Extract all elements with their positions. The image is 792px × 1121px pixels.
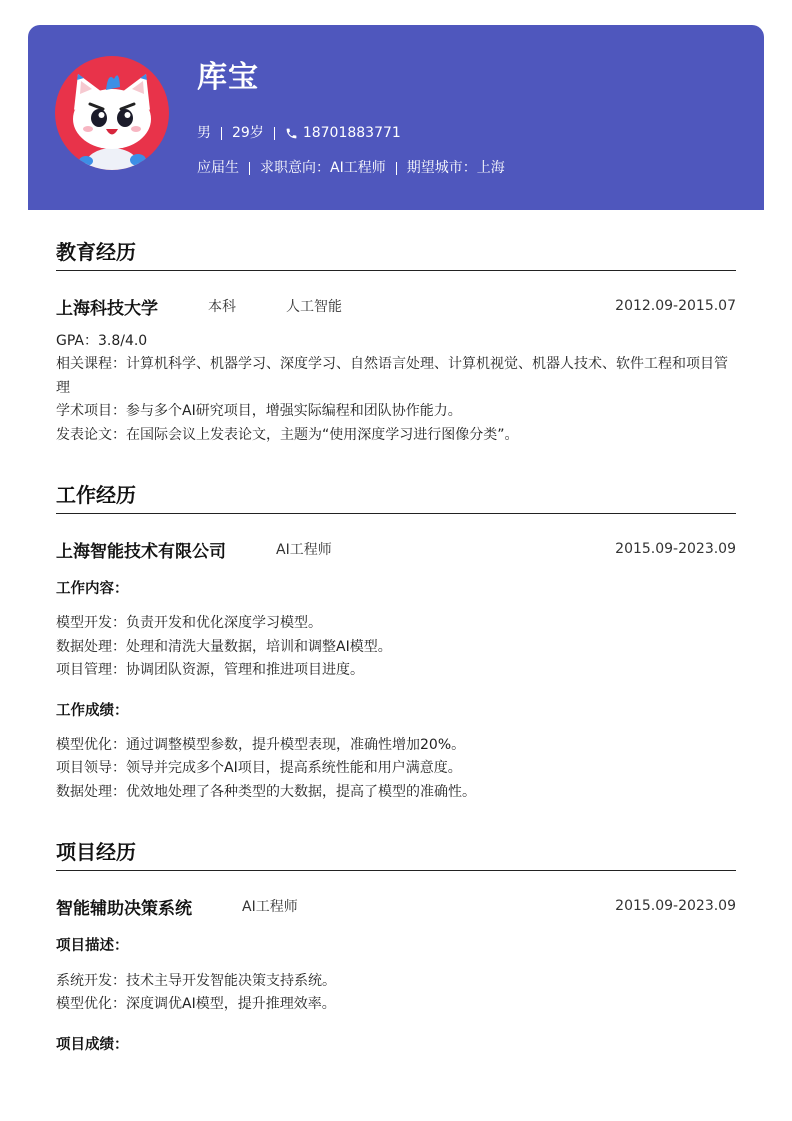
- age: 29岁: [232, 125, 264, 141]
- resume-body: [56, 236, 736, 1057]
- basic-info-row: [197, 123, 401, 143]
- list-item: 项目管理：协调团队资源，管理和推进项目进度。: [56, 662, 364, 679]
- work-duties-title: 工作内容：: [56, 581, 129, 598]
- list-item: 模型优化：通过调整模型参数，提升模型表现，准确性增加20%。: [56, 737, 466, 754]
- separator: [249, 162, 250, 175]
- project-period: 2015.09-2023.09: [615, 898, 736, 915]
- section-title: 教育经历: [56, 236, 736, 271]
- header-banner: [28, 25, 764, 210]
- job-info-row: [197, 158, 505, 178]
- project-role: AI工程师: [242, 899, 298, 916]
- list-item: 学术项目：参与多个AI研究项目，增强实际编程和团队协作能力。: [56, 403, 462, 420]
- section-title: 工作经历: [56, 479, 736, 514]
- separator: [274, 127, 275, 140]
- project-description-title: 项目描述：: [56, 938, 129, 955]
- project-name: 智能辅助决策系统: [56, 898, 192, 919]
- section-title: 项目经历: [56, 836, 736, 871]
- company-name: 上海智能技术有限公司: [56, 541, 226, 562]
- work-achievements-title: 工作成绩：: [56, 702, 129, 719]
- job-intent: 求职意向：AI工程师: [260, 160, 386, 176]
- candidate-name: 库宝: [197, 60, 259, 95]
- work-section: [56, 479, 736, 804]
- job-role: AI工程师: [276, 542, 332, 559]
- avatar: [55, 56, 169, 170]
- list-item: 项目领导：领导并完成多个AI项目，提高系统性能和用户满意度。: [56, 760, 462, 777]
- education-entry-header: [56, 294, 736, 318]
- project-section: [56, 836, 736, 1057]
- list-item: GPA：3.8/4.0: [56, 333, 148, 349]
- project-achievements-title: 项目成绩：: [56, 1036, 129, 1053]
- separator: [396, 162, 397, 175]
- project-entry-header: [56, 894, 736, 918]
- phone-number: 18701883771: [302, 125, 401, 141]
- expected-city: 期望城市：上海: [406, 160, 505, 176]
- gender: 男: [197, 125, 211, 141]
- work-achievements: [56, 734, 736, 804]
- education-details: [56, 330, 736, 447]
- list-item: 系统开发：技术主导开发智能决策支持系统。: [56, 972, 336, 989]
- list-item: 模型开发：负责开发和优化深度学习模型。: [56, 615, 322, 632]
- mascot-head: [73, 89, 151, 149]
- work-duties: [56, 612, 736, 682]
- list-item: 相关课程：计算机科学、机器学习、深度学习、自然语言处理、计算机视觉、机器人技术、软件工程和项目管理: [56, 356, 728, 396]
- school-name: 上海科技大学: [56, 298, 158, 319]
- list-item: 发表论文：在国际会议上发表论文，主题为“使用深度学习进行图像分类”。: [56, 426, 519, 443]
- major: 人工智能: [286, 299, 342, 315]
- phone-icon: [285, 127, 298, 140]
- degree: 本科: [208, 299, 236, 315]
- work-entry-header: [56, 537, 736, 561]
- candidate-status: 应届生: [197, 160, 239, 176]
- separator: [221, 127, 222, 140]
- education-section: [56, 236, 736, 447]
- cat-mascot-avatar-icon: [55, 56, 169, 170]
- list-item: 数据处理：处理和清洗大量数据，培训和调整AI模型。: [56, 638, 392, 655]
- list-item: 数据处理：优效地处理了各种类型的大数据，提高了模型的准确性。: [56, 783, 476, 800]
- work-period: 2015.09-2023.09: [615, 541, 736, 558]
- project-description: [56, 970, 736, 1017]
- education-period: 2012.09-2015.07: [615, 298, 736, 314]
- list-item: 模型优化：深度调优AI模型，提升推理效率。: [56, 996, 336, 1013]
